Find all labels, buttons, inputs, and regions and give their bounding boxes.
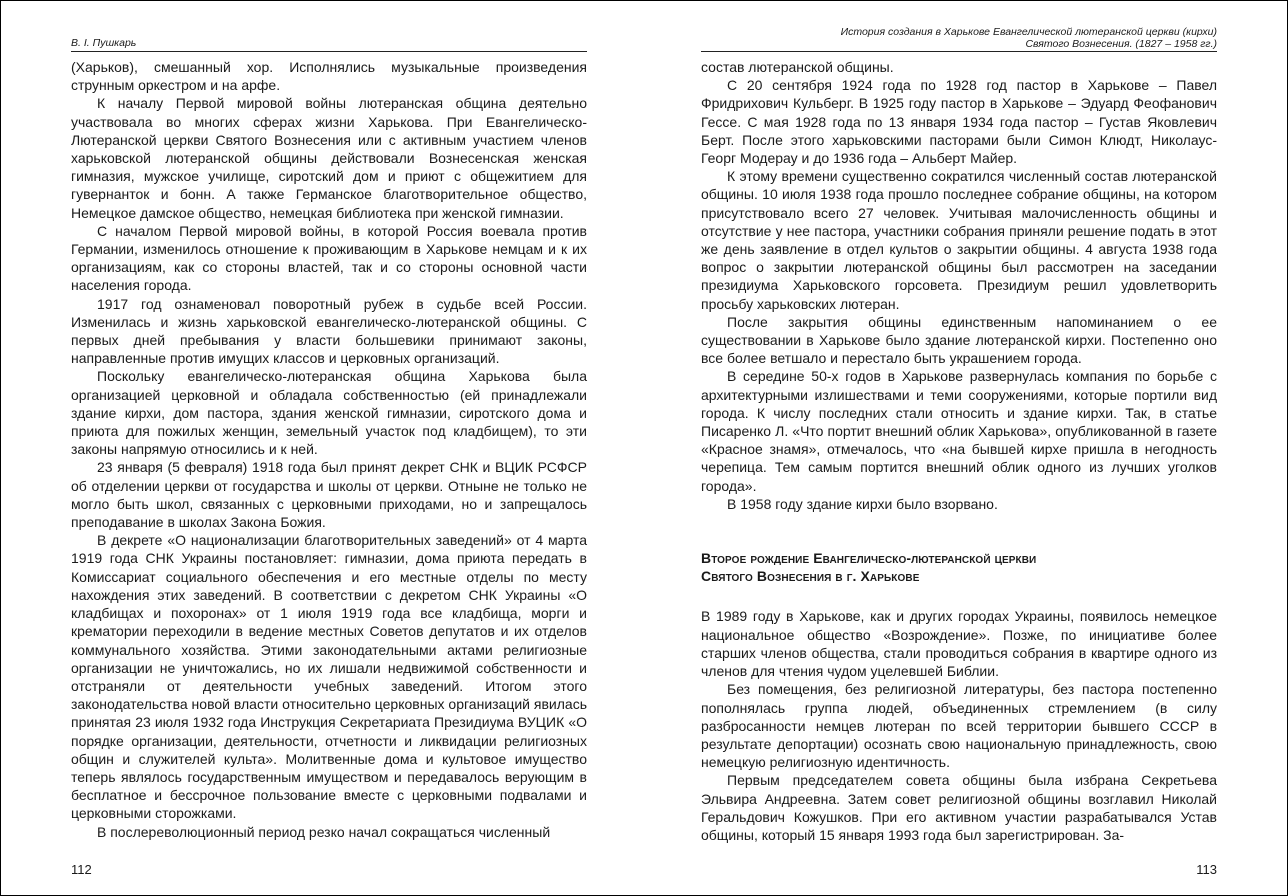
right-running-head-line-1: История создания в Харькове Евангелической лютеранской церкви (кирхи): [840, 26, 1217, 38]
paragraph: К этому времени существенно сократился численный состав лютеранской общины. 10 июля 1938 года прошло последнее собрание общины, на котором присутствовало всего 27 человек. Учитывая малочисленность общины и отсутствие у нее пастора, участники собрания приняли решение подать в этот же день заявление в отдел культов о закрытии общины. 4 августа 1938 года вопрос о закрытии лютеранской общины был рассмотрен на заседании президиума Харьковского горсовета. Президиум решил удовлетворить просьбу харьковских лютеран.: [701, 168, 1217, 312]
paragraph: 1917 год ознаменовал поворотный рубеж в судьбе всей России. Изменилась и жизнь харьковской евангелическо-лютеранской общины. С первых дней пребывания у власти большевики принимают законы, направленные против имущих классов и церковных организаций.: [71, 295, 587, 367]
paragraph: В 1958 году здание кирхи было взорвано.: [727, 495, 998, 512]
section-heading: [701, 549, 1217, 585]
paragraph: состав лютеранской общины.: [701, 59, 894, 75]
left-running-head: [71, 37, 587, 52]
right-running-head: [701, 26, 1217, 52]
paragraph: Без помещения, без религиозной литературы, без пастора постепенно пополнялась группа людей, объединенных стремлением (в силу разбросанности немцев лютеран по всей территории бывшего СССР в результате депортации) осознать свою национальную принадлежность, свою немецкую религиозную идентичность.: [701, 681, 1217, 771]
paragraph: В середине 50-х годов в Харькове развернулась компания по борьбе с архитектурными излишествами и теми сооружениями, которые портили вид города. К числу последних стали относить и здание кирхи. Так, в статье Писаренко Л. «Что портит внешний облик Харькова», опубликованной в газете «Красное знамя», отмечалось, что «на бывшей кирхе пришла в негодность черепица. Тем самым портится внешний облик одного из лучших уголков города».: [701, 368, 1217, 494]
paragraph: Поскольку евангелическо-лютеранская община Харькова была организацией церковной и обладала собственностью (ей принадлежали здание кирхи, дом пастора, здания женской гимназии, сиротского дома и приюта для пожилых женщин, земельный участок под кладбищем), то эти законы напрямую относились и к ней.: [71, 368, 587, 458]
right-page: [701, 1, 1217, 895]
right-page-number: 113: [1196, 862, 1217, 877]
paragraph: В послереволюционный период резко начал сокращаться численный: [97, 823, 551, 840]
paragraph: С 20 сентября 1924 года по 1928 год пастор в Харькове – Павел Фридрихович Кульберг. В 1925 году пастор в Харькове – Эдуард Феофанович Гессе. С мая 1928 года по 13 января 1934 года пастор – Густав Яковлевич Берт. После этого харьковскими пасторами были Симон Клюдт, Николаус-Георг Модерау и до 1936 года – Альберт Майер.: [701, 77, 1217, 167]
right-page-body: [701, 58, 1217, 844]
section-heading-line-2: Святого Вознесения в г. Харькове: [701, 568, 920, 585]
left-page: [71, 1, 587, 895]
left-page-body: [71, 58, 587, 841]
paragraph: 23 января (5 февраля) 1918 года был принят декрет СНК и ВЦИК РСФСР об отделении церкви от государства и школы от церкви. Отныне не только не могло быть школ, связанных с церковными приходами, но и запрещалось преподавание в школах Закона Божия.: [71, 459, 587, 531]
paragraph: С началом Первой мировой войны, в которой Россия воевала против Германии, изменилось отношение к проживающим в Харькове немцам и к их организациям, как со стороны властей, так и со стороны основной части населения города.: [71, 222, 587, 294]
left-page-number: 112: [71, 862, 92, 877]
left-running-head-text: В. І. Пушкарь: [71, 37, 137, 49]
paragraph: В декрете «О национализации благотворительных заведений» от 4 марта 1919 года СНК Украины постановляет: гимназии, дома приюта передать в Комиссариат социального обеспечения и его местные отделы по месту нахождения этих заведений. В соответствии с декретом СНК Украины «О кладбищах и похоронах» от 1 июля 1919 года все кладбища, морги и крематории переходили в ведение местных Советов депутатов и их отделов коммунального хозяйства. Этими законодательными актами религиозные организации не уничтожались, но их лишали недвижимой собственности и отстраняли от деятельности учебных заведений. Итогом этого законодательства новой власти относительно церковных организаций явилась принятая 23 июля 1932 года Инструкция Секретариата Президиума ВУЦИК «О порядке организации, деятельности, отчетности и ликвидации религиозных общин и служителей культа». Молитвенные дома и культовое имущество теперь являлось государственным имуществом и передавалось верующим в бесплатное и бессрочное пользование вместе с церковными подвалами и церковными сторожками.: [71, 532, 587, 822]
paragraph: После закрытия общины единственным напоминанием о ее существовании в Харькове было здание лютеранской кирхи. Постепенно оно все более ветшало и перестало быть украшением города.: [701, 313, 1217, 367]
section-heading-line-1: Второе рождение Евангелическо-лютеранской церкви: [701, 550, 1037, 567]
right-running-head-line-2: Святого Вознесения. (1827 – 1958 гг.): [1025, 38, 1217, 50]
paragraph: Первым председателем совета общины была избрана Секретьева Эльвира Андреевна. Затем совет религиозной общины возглавил Николай Геральдович Кожушков. При его активном участии разрабатывался Устав общины, который 15 января 1993 года был зарегистрирован. За-: [701, 772, 1217, 843]
paragraph: (Харьков), смешанный хор. Исполнялись музыкальные произведения струнным оркестром и на арфе.: [71, 59, 587, 94]
paragraph: К началу Первой мировой войны лютеранская община деятельно участвовала во многих сферах жизни Харькова. При Евангелическо-Лютеранской церкви Святого Вознесения или с активным участием членов харьковской лютеранской общины действовали Вознесенская женская гимназия, мужское училище, сиротский дом и приют с общежитием для гувернанток и бонн. А также Германское благотворительное общество, Немецкое дамское общество, немецкая библиотека при женской гимназии.: [71, 95, 587, 221]
paragraph: В 1989 году в Харькове, как и других городах Украины, появилось немецкое национальное общество «Возрождение». Позже, по инициативе более старших членов общества, стали проводиться собрания в квартире одного из членов для чтения чудом уцелевшей Библии.: [701, 608, 1217, 680]
